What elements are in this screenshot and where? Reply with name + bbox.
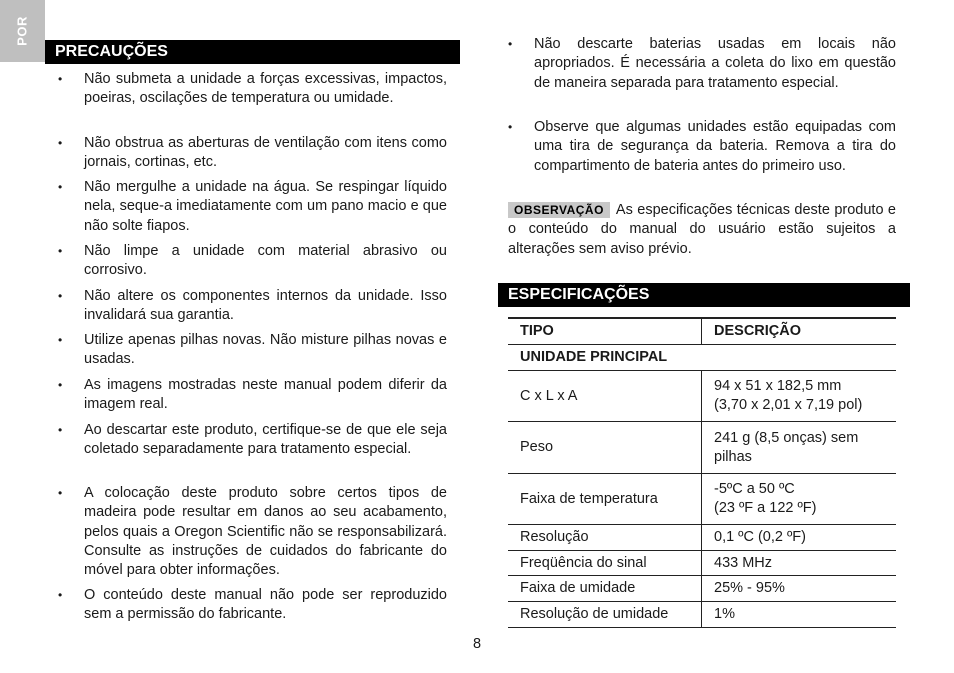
table-group-row	[508, 345, 896, 371]
table-row	[508, 371, 896, 422]
spec-type: Resolução	[508, 525, 702, 551]
spec-desc: 0,1 ºC (0,2 ºF)	[702, 525, 897, 551]
list-item: • O conteúdo deste manual não pode ser reproduzido sem a permissão do fabricante.	[58, 587, 447, 623]
list-item: • Não altere os componentes internos da unidade. Isso invalidará sua garantia.	[58, 288, 447, 324]
spec-type: Peso	[508, 422, 702, 474]
list-item: • A colocação deste produto sobre certos tipos de madeira pode resultar em danos ao seu acabamento, pelos quais a Oregon Scientific não se responsabilizará. Consulte as instruções de cuidados do fabricante do móvel para obter informações.	[58, 485, 447, 579]
group-label: UNIDADE PRINCIPAL	[508, 345, 896, 371]
bullet-icon: •	[58, 423, 63, 437]
list-item: • Observe que algumas unidades estão equipadas com uma tira de segurança da bateria. Remova a tira do compartimento de bateria antes do primeiro uso.	[508, 119, 896, 174]
spec-type: Faixa de temperatura	[508, 474, 702, 525]
bullet-icon: •	[508, 120, 513, 134]
spec-desc: 25% - 95%	[702, 576, 897, 602]
header-description: DESCRIÇÃO	[702, 318, 897, 345]
spec-desc: 433 MHz	[702, 551, 897, 576]
observation-note	[508, 201, 896, 259]
precautions-heading: PRECAUÇÕES	[45, 40, 460, 64]
table-row	[508, 602, 896, 628]
bullet-icon: •	[58, 333, 63, 347]
table-header-row	[508, 318, 896, 345]
bullet-icon: •	[58, 180, 63, 194]
spec-type: Freqüência do sinal	[508, 551, 702, 576]
table-row	[508, 422, 896, 474]
bullet-icon: •	[58, 486, 63, 500]
bullet-icon: •	[58, 136, 63, 150]
bullet-icon: •	[58, 72, 63, 86]
bullet-icon: •	[58, 378, 63, 392]
spec-desc: 241 g (8,5 onças) sem pilhas	[702, 422, 897, 474]
header-type: TIPO	[508, 318, 702, 345]
bullet-icon: •	[58, 289, 63, 303]
list-item: • Utilize apenas pilhas novas. Não misture pilhas novas e usadas.	[58, 332, 447, 368]
list-item: • Não descarte baterias usadas em locais não apropriados. É necessária a coleta do lixo em questão de maneira separada para tratamento especial.	[508, 36, 896, 91]
list-item: • Não obstrua as aberturas de ventilação com itens como jornais, cortinas, etc.	[58, 135, 447, 171]
list-item: • Não limpe a unidade com material abrasivo ou corrosivo.	[58, 243, 447, 279]
specifications-table	[508, 317, 896, 628]
language-tab	[0, 0, 45, 62]
spec-desc: -5ºC a 50 ºC (23 ºF a 122 ºF)	[702, 474, 897, 525]
list-item: • Não mergulhe a unidade na água. Se respingar líquido nela, seque-a imediatamente com um pano macio e que não solte fiapos.	[58, 179, 447, 234]
page-number: 8	[472, 636, 482, 652]
bullet-icon: •	[58, 244, 63, 258]
list-item: • As imagens mostradas neste manual podem diferir da imagem real.	[58, 377, 447, 413]
table-row	[508, 576, 896, 602]
specifications-heading: ESPECIFICAÇÕES	[498, 283, 910, 307]
table-row	[508, 525, 896, 551]
list-item: • Não submeta a unidade a forças excessivas, impactos, poeiras, oscilações de temperatura ou umidade.	[58, 71, 447, 107]
spec-type: C x L x A	[508, 371, 702, 422]
spec-type: Faixa de umidade	[508, 576, 702, 602]
spec-desc: 94 x 51 x 182,5 mm (3,70 x 2,01 x 7,19 pol)	[702, 371, 897, 422]
bullet-icon: •	[58, 588, 63, 602]
bullet-icon: •	[508, 37, 513, 51]
observation-text: As especificações técnicas deste produto e o conteúdo do manual do usuário estão sujeitos a alterações sem aviso prévio.	[508, 202, 896, 257]
spec-type: Resolução de umidade	[508, 602, 702, 628]
observation-badge: OBSERVAÇÃO	[508, 202, 610, 218]
table-row	[508, 551, 896, 576]
spec-desc: 1%	[702, 602, 897, 628]
language-tab-label: POR	[14, 16, 30, 46]
list-item: • Ao descartar este produto, certifique-se de que ele seja coletado separadamente para tratamento especial.	[58, 422, 447, 458]
table-row	[508, 474, 896, 525]
